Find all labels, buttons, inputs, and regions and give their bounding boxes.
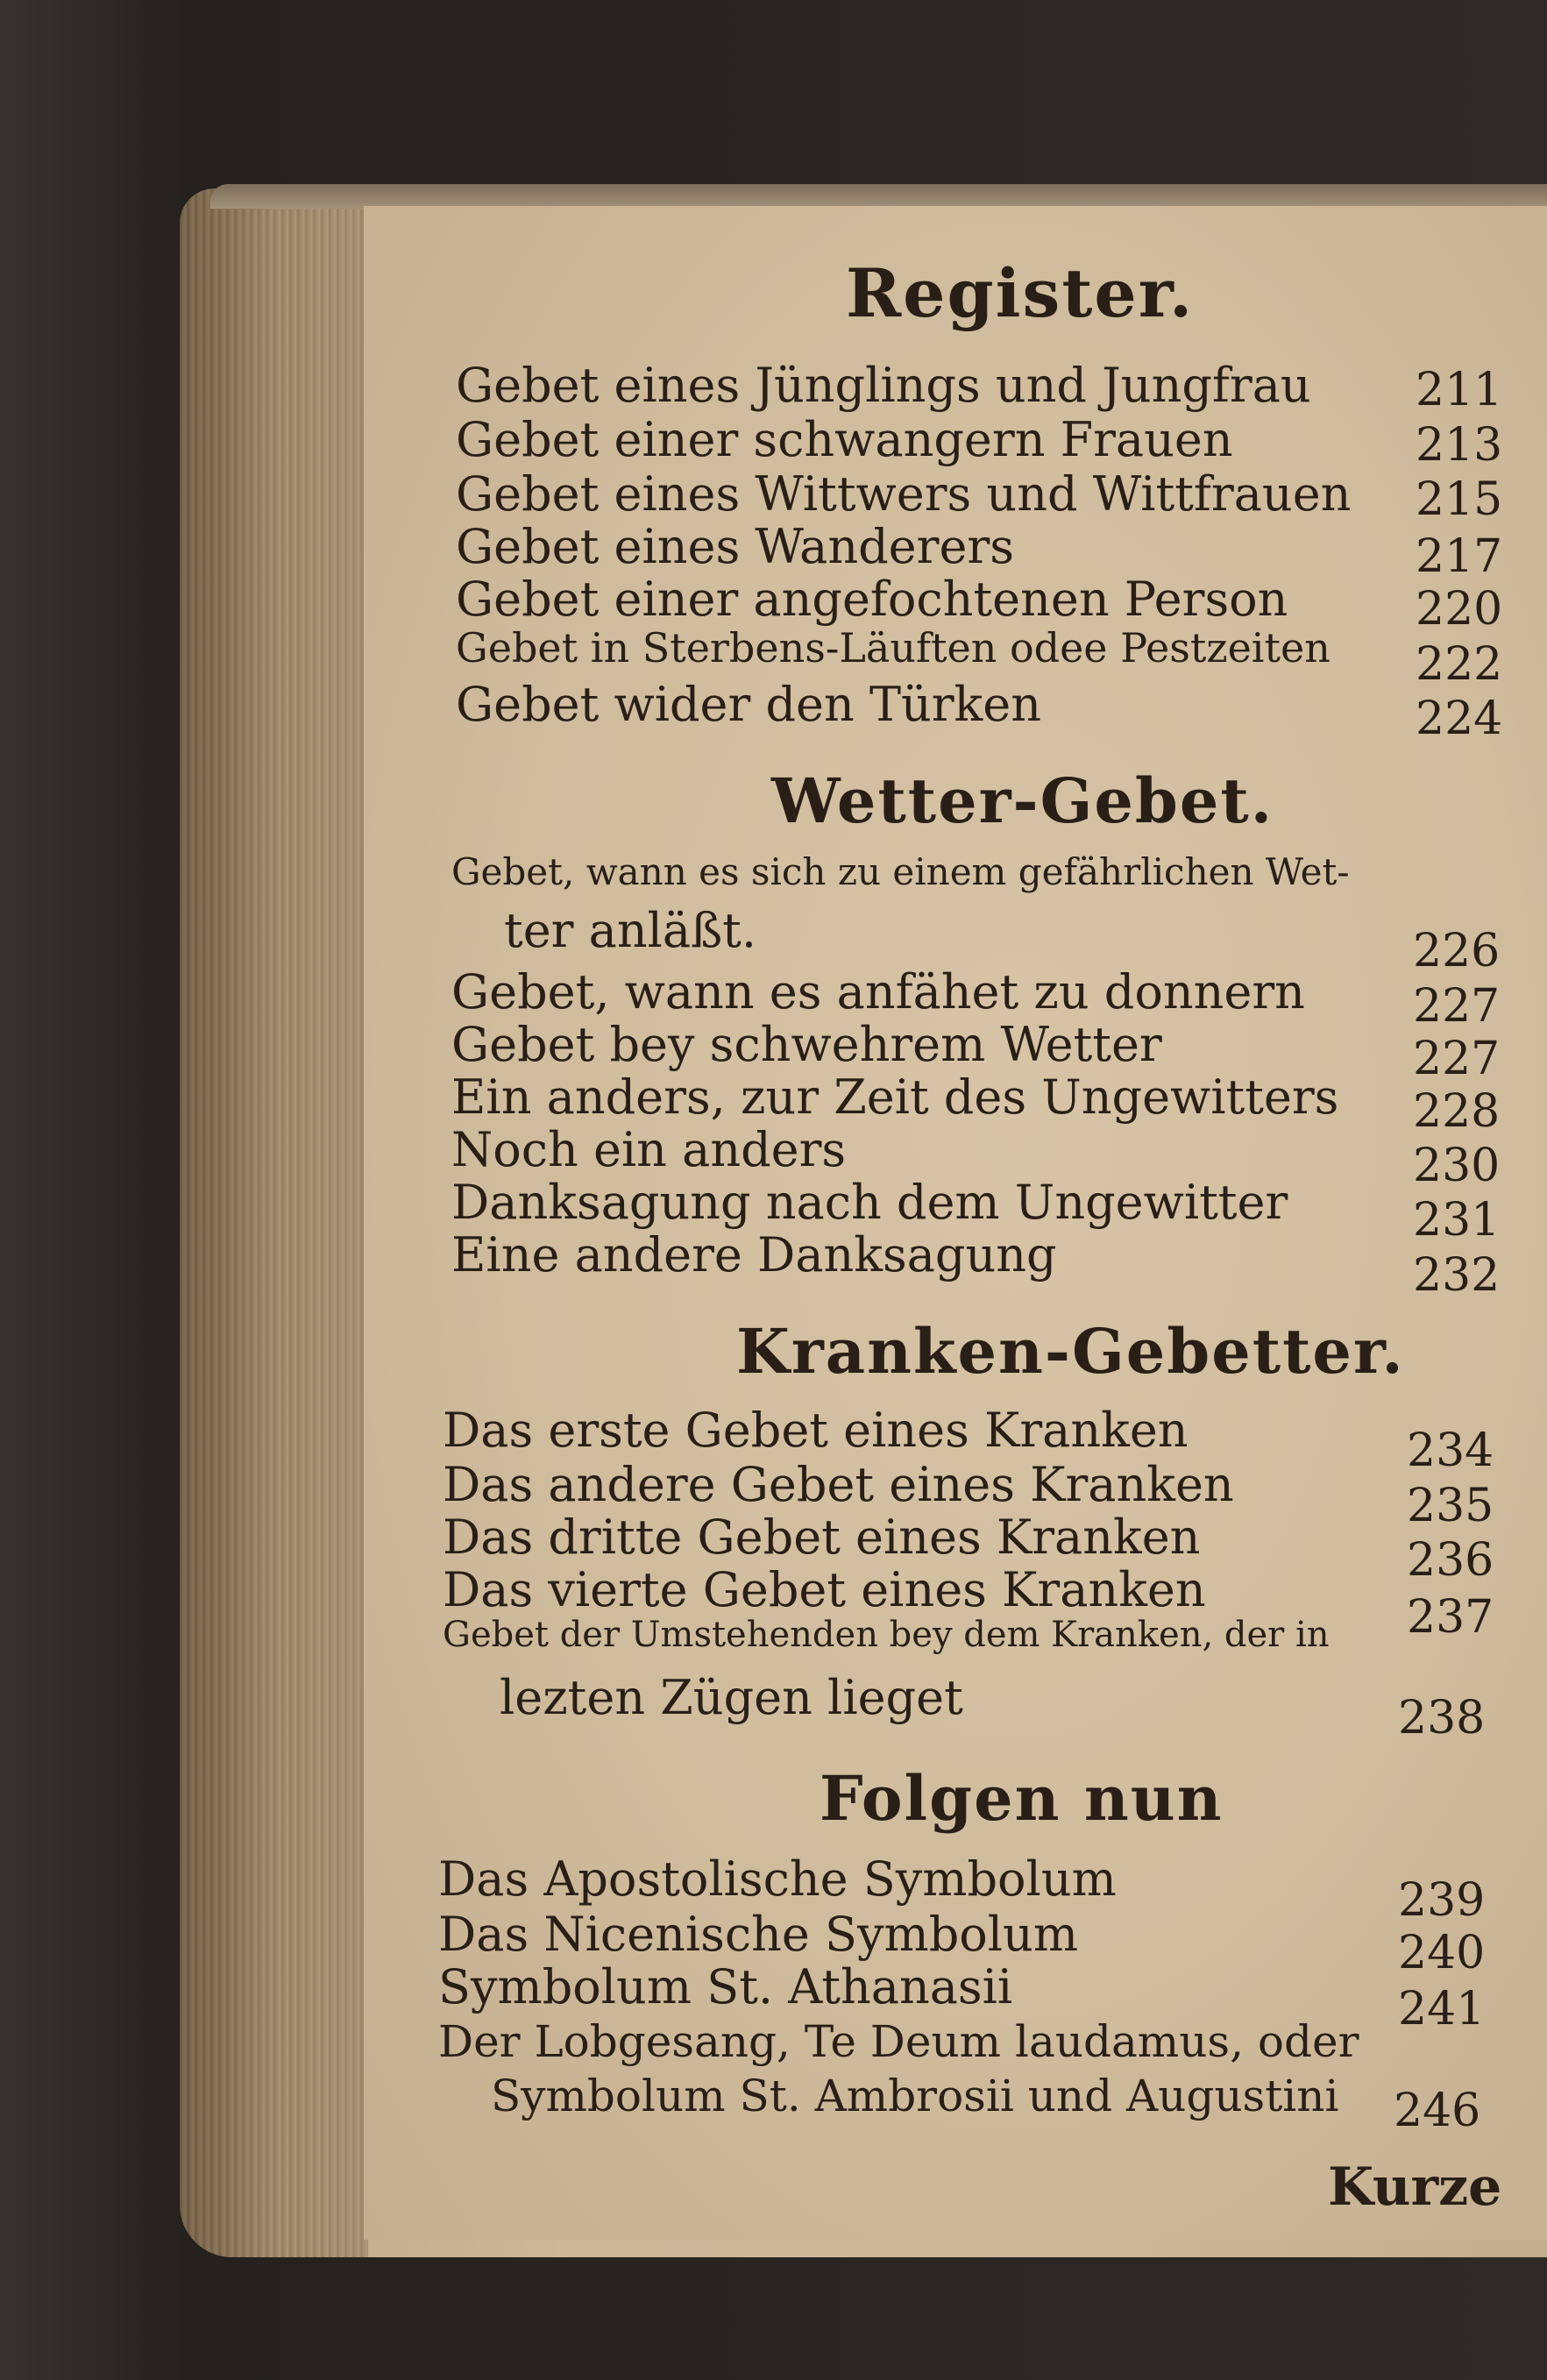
toc-entry-text: Das vierte Gebet eines Kranken [443,1562,1206,1617]
toc-entry-page: 246 [1394,2085,1481,2137]
toc-entry-page: 224 [1416,693,1503,745]
toc-entry-page: 231 [1413,1194,1501,1247]
section-title: Folgen nun [820,1762,1224,1835]
toc-entry-text: Symbolum St. Athanasii [438,1959,1013,2014]
toc-entry-page: 235 [1407,1480,1494,1532]
toc-entry-page: 228 [1413,1085,1501,1138]
toc-entry-page: 227 [1413,1033,1501,1085]
toc-entry-page: 232 [1413,1249,1501,1302]
toc-entry-text: Gebet in Sterbens-Läuften odee Pestzeiten [456,624,1331,671]
toc-entry-page: 234 [1407,1424,1494,1477]
toc-entry-text: Das dritte Gebet eines Kranken [443,1510,1201,1565]
section-title: Kranken-Gebetter. [736,1315,1405,1388]
page-header: Register. [846,254,1195,332]
toc-entry-page: 220 [1416,583,1503,636]
toc-entry-text: Gebet bey schwehrem Wetter [451,1017,1162,1072]
toc-entry-page: 241 [1398,1983,1486,2035]
toc-entry-text-cont: lezten Zügen lieget [500,1670,963,1725]
toc-entry-text: Gebet, wann es anfähet zu donnern [451,964,1305,1019]
toc-entry-page: 227 [1413,980,1501,1033]
toc-entry-page: 239 [1398,1874,1486,1927]
toc-entry-text: Noch ein anders [451,1122,847,1177]
toc-entry-text: Danksagung nach dem Ungewitter [451,1175,1288,1230]
catchword: Kurze [1328,2156,1502,2218]
toc-entry-text: Das Apostolische Symbolum [438,1851,1117,1907]
page-top-edge [210,184,1547,209]
toc-entry-text: Gebet einer schwangern Frauen [456,412,1233,467]
toc-entry-page: 217 [1416,530,1503,583]
toc-entry-text: Der Lobgesang, Te Deum laudamus, oder [438,2016,1359,2067]
toc-entry-page: 226 [1413,925,1501,977]
toc-entry-page: 240 [1398,1927,1486,1979]
toc-entry-text: Gebet der Umstehenden bey dem Kranken, der in [443,1615,1330,1655]
toc-entry-text-cont: Symbolum St. Ambrosii und Augustini [491,2071,1339,2121]
section-title: Wetter-Gebet. [771,764,1274,837]
toc-entry-page: 213 [1416,419,1503,472]
toc-entry-text: Gebet eines Wanderers [456,519,1014,574]
toc-entry-page: 236 [1407,1534,1494,1587]
toc-entry-page: 215 [1416,473,1503,526]
toc-entry-text: Das andere Gebet eines Kranken [443,1457,1234,1512]
toc-entry-text: Gebet einer angefochtenen Person [456,572,1288,627]
toc-entry-text: Gebet eines Jünglings und Jungfrau [456,358,1311,413]
toc-entry-text: Eine andere Danksagung [451,1227,1057,1282]
toc-entry-text: Das erste Gebet eines Kranken [443,1403,1189,1458]
toc-entry-page: 237 [1407,1591,1494,1644]
toc-entry-text: Ein anders, zur Zeit des Ungewitters [451,1069,1339,1125]
toc-entry-text: Das Nicenische Symbolum [438,1907,1079,1962]
page-edges [180,188,368,2257]
toc-entry-text: Gebet, wann es sich zu einem gefährlichen Wet- [451,850,1350,893]
toc-entry-text: Gebet eines Wittwers und Wittfrauen [456,466,1352,522]
toc-entry-page: 230 [1413,1140,1501,1192]
toc-entry-text: Gebet wider den Türken [456,677,1042,732]
toc-entry-page: 222 [1416,638,1503,691]
toc-entry-page: 211 [1416,364,1503,416]
toc-entry-page: 238 [1398,1692,1486,1744]
toc-entry-text-cont: ter anläßt. [504,903,757,958]
